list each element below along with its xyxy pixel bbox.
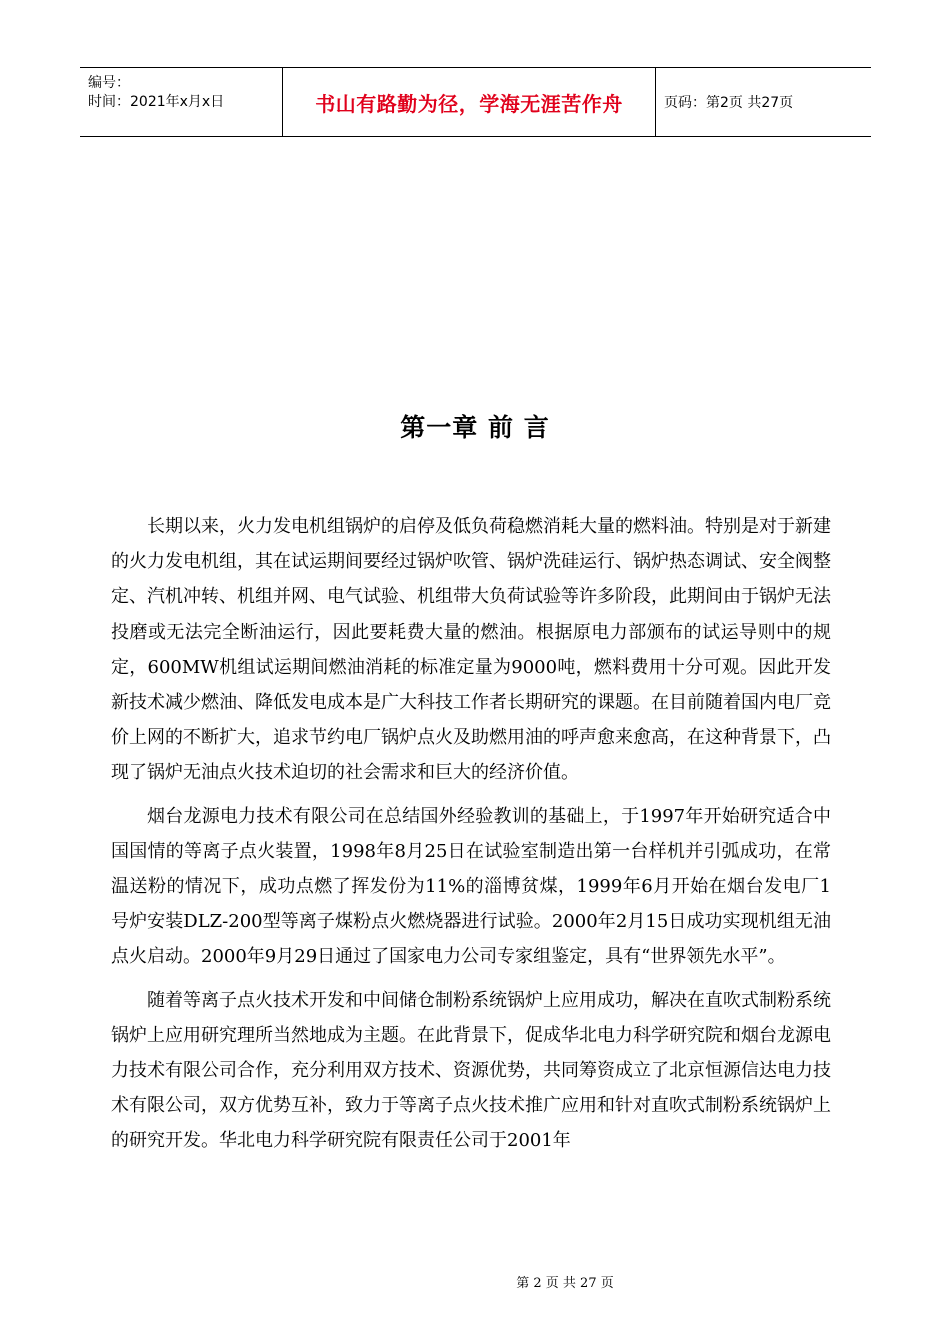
paragraph: 烟台龙源电力技术有限公司在总结国外经验教训的基础上，于1997年开始研究适合中国国情的等离子点火装置，1998年8月25日在试验室制造出第一台样机并引弧成功，在常温送粉的情况下，成功点燃了挥发份为11%的淄博贫煤，1999年6月开始在烟台发电厂1号炉安装DLZ-200型等离子煤粉点火燃烧器进行试验。2000年2月15日成功实现机组无油点火启动。2000年9月29日通过了国家电力公司专家组鉴定，具有“世界领先水平”。 [111,805,831,968]
chapter-title: 第一章 前 言 [400,413,550,442]
paragraph: 长期以来，火力发电机组锅炉的启停及低负荷稳燃消耗大量的燃料油。特别是对于新建的火力发电机组，其在试运期间要经过锅炉吹管、锅炉洗硅运行、锅炉热态调试、安全阀整定、汽机冲转、机组并网、电气试验、机组带大负荷试验等许多阶段，此期间由于锅炉无法投磨或无法完全断油运行，因此要耗费大量的燃油。根据原电力部颁布的试运导则中的规定，600MW机组试运期间燃油消耗的标准定量为9000吨，燃料费用十分可观。因此开发新技术减少燃油、降低发电成本是广大科技工作者长期研究的课题。在目前随着国内电厂竞价上网的不断扩大，追求节约电厂锅炉点火及助燃用油的呼声愈来愈高，在这种背景下，凸现了锅炉无油点火技术迫切的社会需求和巨大的经济价值。 [111,516,831,784]
page-footer: 第 2 页 共 27 页 [516,1276,614,1291]
page-header [80,67,871,137]
body-text [111,509,831,1167]
paragraph: 随着等离子点火技术开发和中间储仓制粉系统锅炉上应用成功，解决在直吹式制粉系统锅炉上应用研究理所当然地成为主题。在此背景下，促成华北电力科学研究院和烟台龙源电力技术有限公司合作，充分利用双方技术、资源优势，共同筹资成立了北京恒源信达电力技术有限公司，双方优势互补，致力于等离子点火技术推广应用和针对直吹式制粉系统锅炉上的研究开发。华北电力科学研究院有限责任公司于2001年 [111,989,831,1152]
serial-label: 编号： [88,75,130,91]
header-page-label: 页码：第2页 共27页 [664,95,794,111]
header-meta [80,68,282,136]
date-label: 时间：2021年x月x日 [88,94,225,110]
header-motto: 书山有路勤为径，学海无涯苦作舟 [282,68,656,136]
